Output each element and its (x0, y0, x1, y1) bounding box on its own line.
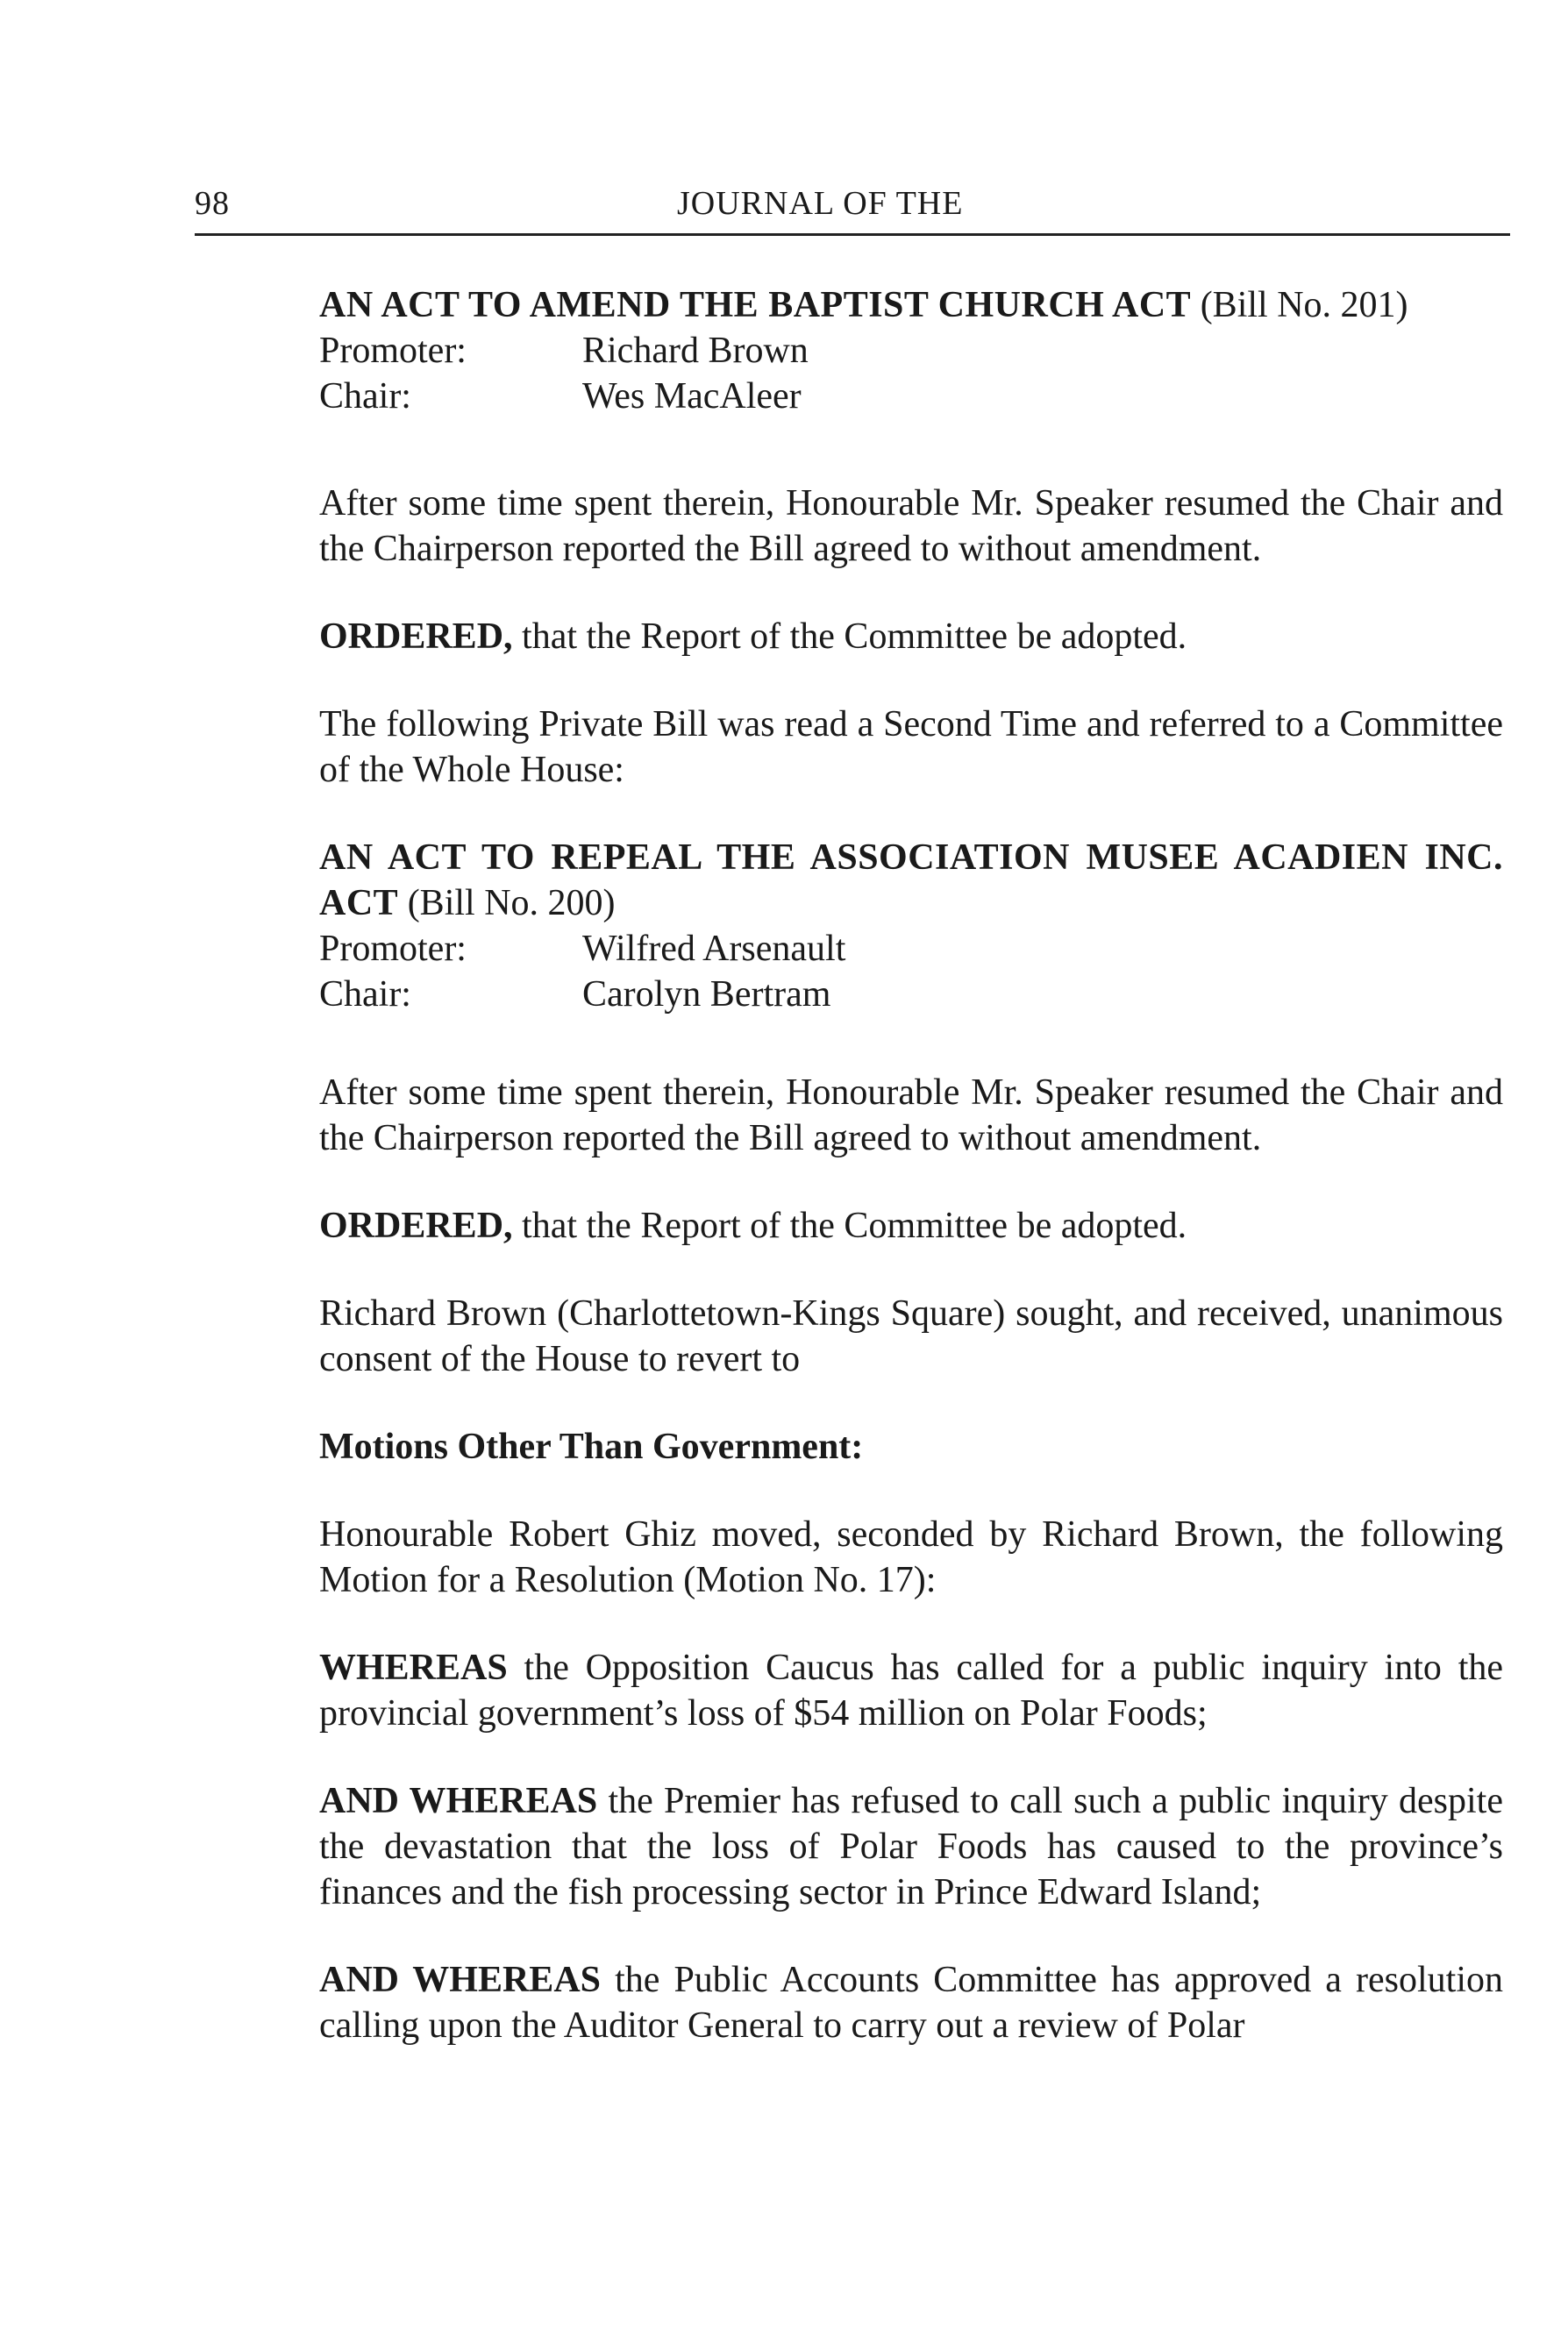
ordered-text: that the Report of the Committee be adopted. (522, 1206, 1187, 1246)
bill-201-ordered-paragraph (319, 614, 1503, 659)
bill-200-ordered-paragraph (319, 1203, 1503, 1249)
ordered-text: that the Report of the Committee be adopted. (522, 616, 1187, 657)
consent-paragraph: Richard Brown (Charlottetown-Kings Square) sought, and received, unanimous consent of the House to revert to (319, 1293, 1503, 1379)
promoter-label: Promoter: (319, 331, 467, 371)
promoter-name: Wilfred Arsenault (582, 929, 846, 969)
bill-201-chair-row (319, 374, 1503, 419)
whereas-label: AND WHEREAS (319, 1781, 598, 1821)
whereas-label: WHEREAS (319, 1648, 508, 1688)
page-header (195, 184, 1510, 236)
bill-201-promoter-row (319, 328, 1503, 374)
whereas-label: AND WHEREAS (319, 1960, 602, 2000)
bill-201-report-paragraph: After some time spent therein, Honourable Mr. Speaker resumed the Chair and the Chairperson reported the Bill agreed to without amendment. (319, 483, 1503, 569)
whereas-paragraph-3 (319, 1957, 1503, 2048)
second-reading-paragraph: The following Private Bill was read a Second Time and referred to a Committee of the Whole House: (319, 704, 1503, 790)
bill-200-promoter-row (319, 926, 1503, 972)
bill-201-title: AN ACT TO AMEND THE BAPTIST CHURCH ACT (319, 285, 1192, 325)
bill-201-number: (Bill No. 201) (1200, 285, 1408, 325)
bill-200-number: (Bill No. 200) (407, 883, 616, 923)
chair-label: Chair: (319, 376, 411, 417)
page-number: 98 (195, 185, 230, 222)
chair-name: Carolyn Bertram (582, 974, 831, 1015)
bill-200-title-line1: AN ACT TO REPEAL THE ASSOCIATION MUSEE ACADIEN INC. (319, 837, 1503, 878)
bill-201-title-line (319, 282, 1503, 328)
running-head: JOURNAL OF THE (677, 185, 964, 222)
whereas-text: the Opposition Caucus has called for a public inquiry into the provincial government’s loss of $54 million on Polar Foods; (319, 1648, 1504, 1734)
bill-201-entry (319, 282, 1503, 419)
ordered-label: ORDERED, (319, 1206, 513, 1246)
motions-heading: Motions Other Than Government: (319, 1427, 864, 1467)
bill-200-chair-row (319, 972, 1503, 1017)
page-content (319, 282, 1503, 2090)
bill-200-title-end: ACT (319, 883, 399, 923)
whereas-paragraph-2 (319, 1778, 1503, 1915)
ordered-label: ORDERED, (319, 616, 513, 657)
bill-200-entry (319, 835, 1503, 1017)
bill-200-title-line2 (319, 880, 1503, 926)
whereas-text: the Public Accounts Committee has approved a resolution calling upon the Auditor General to carry out a review of Polar (319, 1960, 1503, 2046)
chair-name: Wes MacAleer (582, 376, 802, 417)
promoter-label: Promoter: (319, 929, 467, 969)
bill-200-report-paragraph: After some time spent therein, Honourable Mr. Speaker resumed the Chair and the Chairperson reported the Bill agreed to without amendment. (319, 1072, 1503, 1158)
promoter-name: Richard Brown (582, 331, 809, 371)
whereas-text: the Premier has refused to call such a public inquiry despite the devastation that the loss of Polar Foods has caused to the province’s finances and the fish processing sector in Prince Edward Island; (319, 1781, 1503, 1912)
motion-intro-paragraph: Honourable Robert Ghiz moved, seconded by Richard Brown, the following Motion for a Resolution (Motion No. 17): (319, 1514, 1503, 1600)
chair-label: Chair: (319, 974, 411, 1015)
whereas-paragraph-1 (319, 1645, 1503, 1736)
